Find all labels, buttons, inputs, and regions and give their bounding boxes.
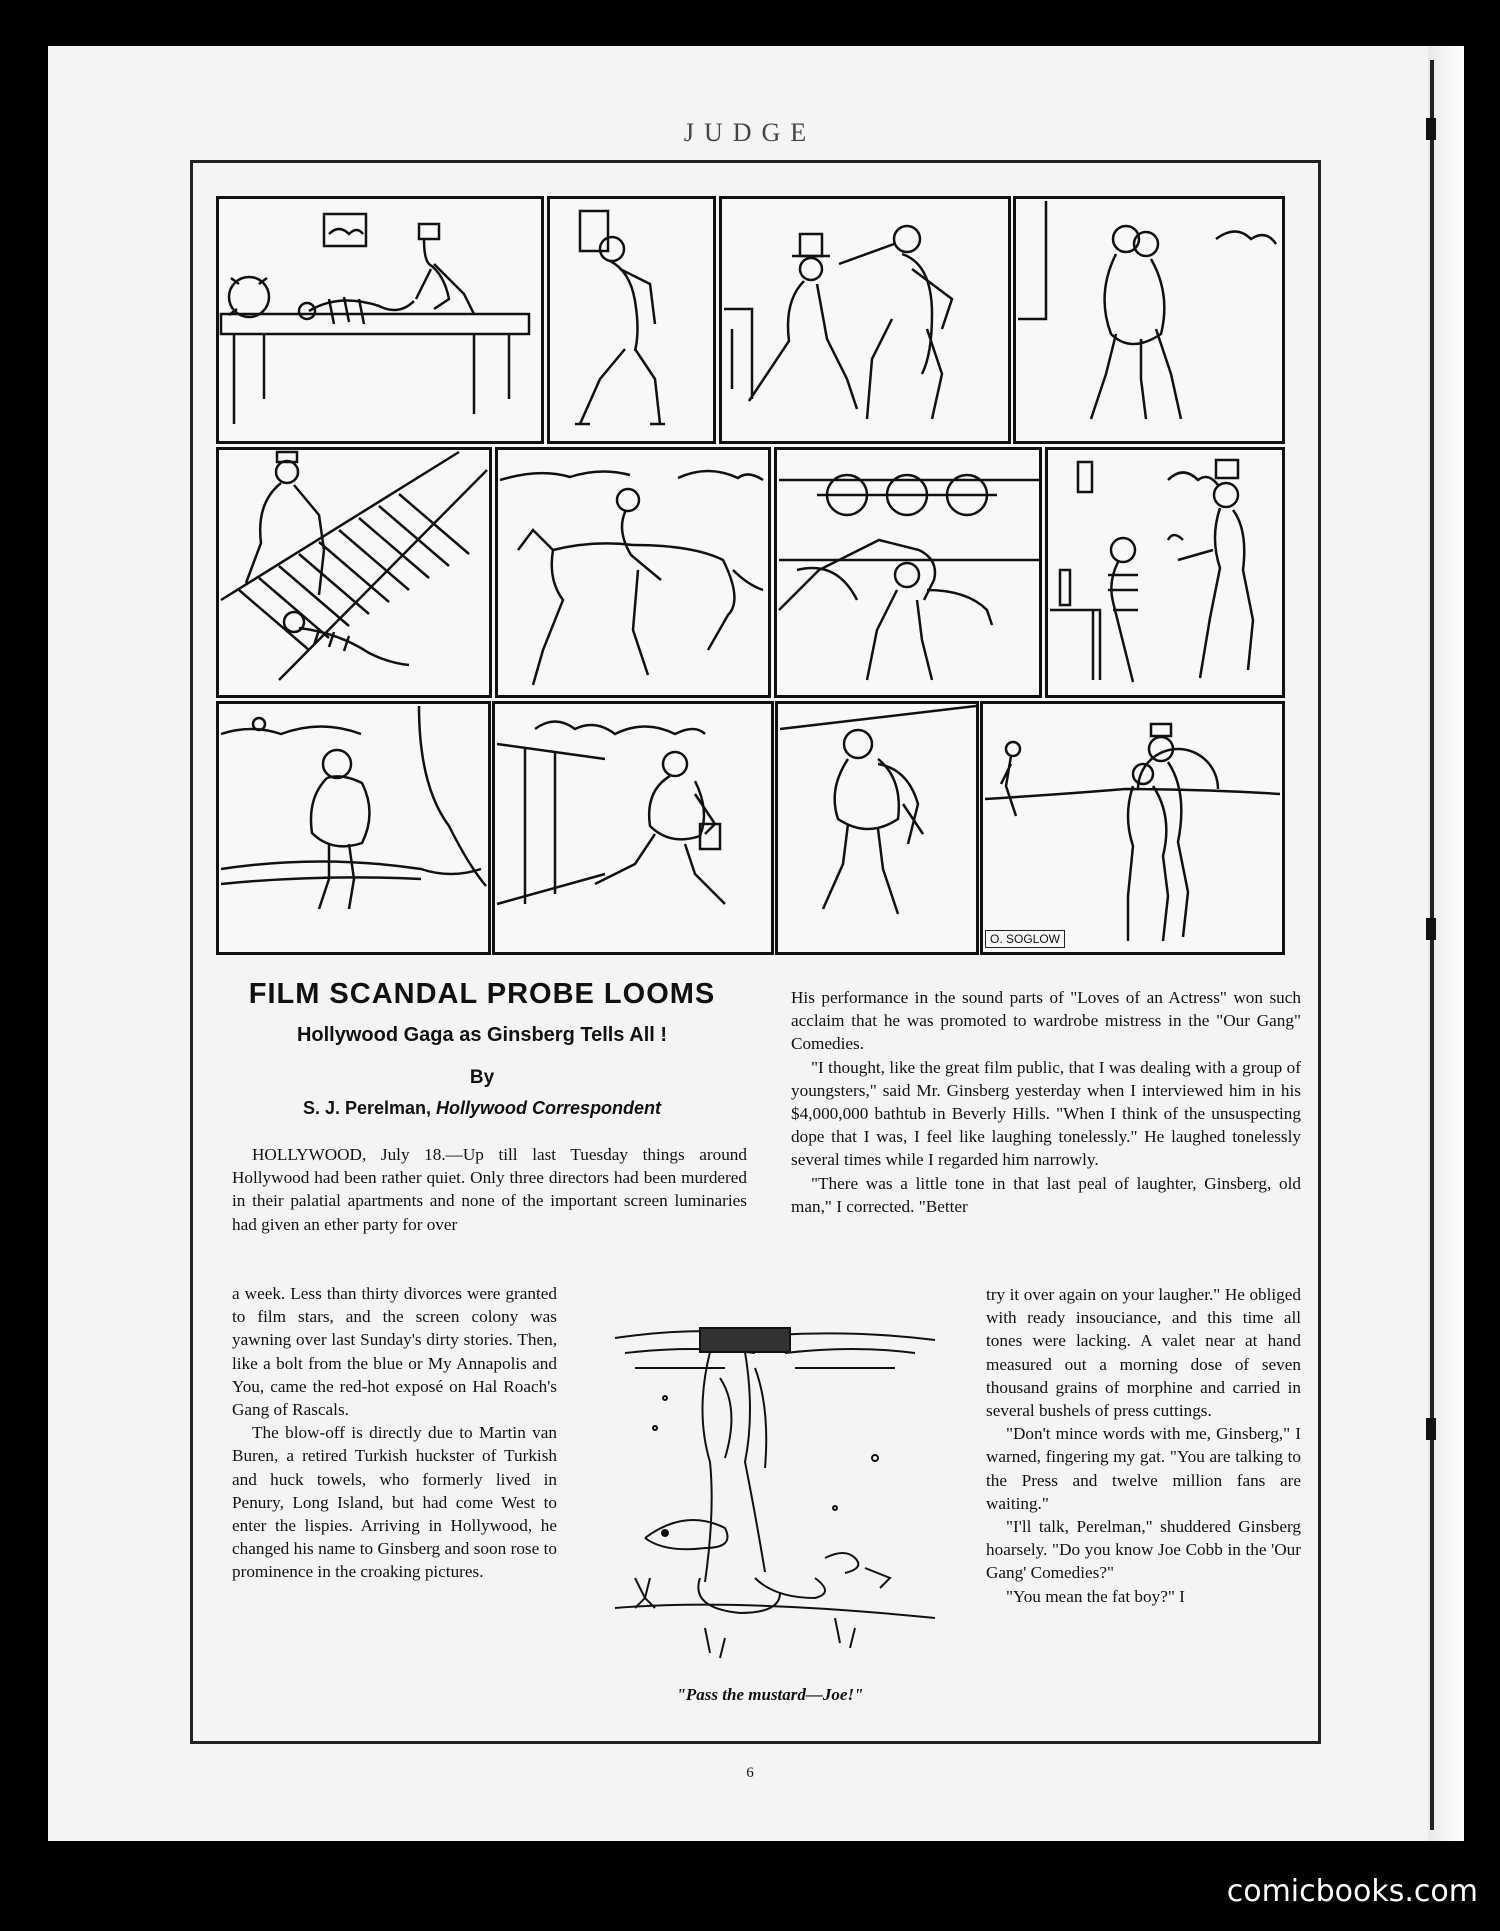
article-paragraph: "I'll talk, Perelman," shuddered Ginsberg hoarsely. "Do you know Joe Cobb in the 'Our Gang' Comedies?": [986, 1517, 1301, 1583]
binding-mark: [1426, 918, 1436, 940]
article-subhead: Hollywood Gaga as Ginsberg Tells All !: [296, 1024, 668, 1046]
author-line: [212, 1098, 752, 1119]
article-headline: FILM SCANDAL PROBE LOOMS: [248, 978, 716, 1010]
article-column-left: [232, 1282, 557, 1584]
article-paragraph: "I thought, like the great film public, that I was dealing with a group of youngsters," said Mr. Ginsberg yesterday when I interviewed him in his $4,000,000 bathtub in Beverly Hills. "When I think of the unsuspecting dope that I was, I feel like laughing tonelessly." He laughed tonelessly several times while I regarded him narrowly.: [791, 1057, 1301, 1170]
article-column-intro: [232, 1143, 747, 1236]
comic-panel: [775, 701, 979, 955]
article-paragraph: His performance in the sound parts of "Loves of an Actress" won such acclaim that he was promoted to wardrobe mistress in the "Our Gang" Comedies.: [791, 988, 1301, 1054]
article-paragraph: "Don't mince words with me, Ginsberg," I warned, fingering my gat. "You are talking to the Press and twelve million fans are waiting.": [986, 1424, 1301, 1513]
article-paragraph: try it over again on your laugher." He obliged with ready insouciance, and this time all tones were lacking. A valet near at hand measured out a morning dose of seven thousand grains of morphine and carried in several bushels of press cuttings.: [986, 1285, 1301, 1421]
running-head: JUDGE: [683, 118, 817, 147]
article-paragraph: HOLLYWOOD, July 18.—Up till last Tuesday things around Hollywood had been rather quiet. Only three directors had been murdered in their palatial apartments and none of the important screen luminaries had given an ether party for over: [232, 1145, 747, 1234]
author-title: Hollywood Correspondent: [436, 1098, 662, 1118]
page-number: 6: [746, 1765, 754, 1781]
article-column-right-top: [791, 986, 1301, 1218]
comic-panel: [774, 447, 1042, 698]
comic-panel: [495, 447, 771, 698]
article-paragraph: The blow-off is directly due to Martin van Buren, a retired Turkish huckster of Turkish and huck towels, who formerly lived in Penury, Long Island, but had come West to enter the lispies. Arriving in Hollywood, he changed his name to Ginsberg and soon rose to prominence in the croaking pictures.: [232, 1423, 557, 1582]
comic-panel: [980, 701, 1285, 955]
artist-signature: O. SOGLOW: [985, 930, 1065, 948]
comic-panel: [1013, 196, 1285, 444]
watermark: comicbooks.com: [1226, 1874, 1478, 1909]
article-paragraph: "There was a little tone in that last peal of laughter, Ginsberg, old man," I corrected. "Better: [791, 1173, 1301, 1216]
article-paragraph: a week. Less than thirty divorces were granted to film stars, and the screen colony was yawning over last Sunday's dirty stories. Then, like a bolt from the blue or My Annapolis and You, came the red-hot exposé on Hal Roach's Gang of Rascals.: [232, 1284, 557, 1420]
byline: By: [469, 1067, 495, 1088]
author-name: S. J. Perelman,: [302, 1098, 432, 1118]
comic-panel: [216, 196, 544, 444]
comic-panel: [719, 196, 1011, 444]
binding-line: [1430, 60, 1434, 1830]
comic-panel: [216, 447, 492, 698]
cartoon-caption: "Pass the mustard—Joe!": [676, 1685, 864, 1704]
comic-panel: [547, 196, 716, 444]
underwater-cartoon: [595, 1308, 945, 1683]
comic-panel: [492, 701, 774, 955]
article-column-right: [986, 1283, 1301, 1608]
comic-panel: [216, 701, 491, 955]
article-paragraph: "You mean the fat boy?" I: [1006, 1586, 1185, 1606]
comic-panel: [1045, 447, 1285, 698]
binding-mark: [1426, 1418, 1436, 1440]
